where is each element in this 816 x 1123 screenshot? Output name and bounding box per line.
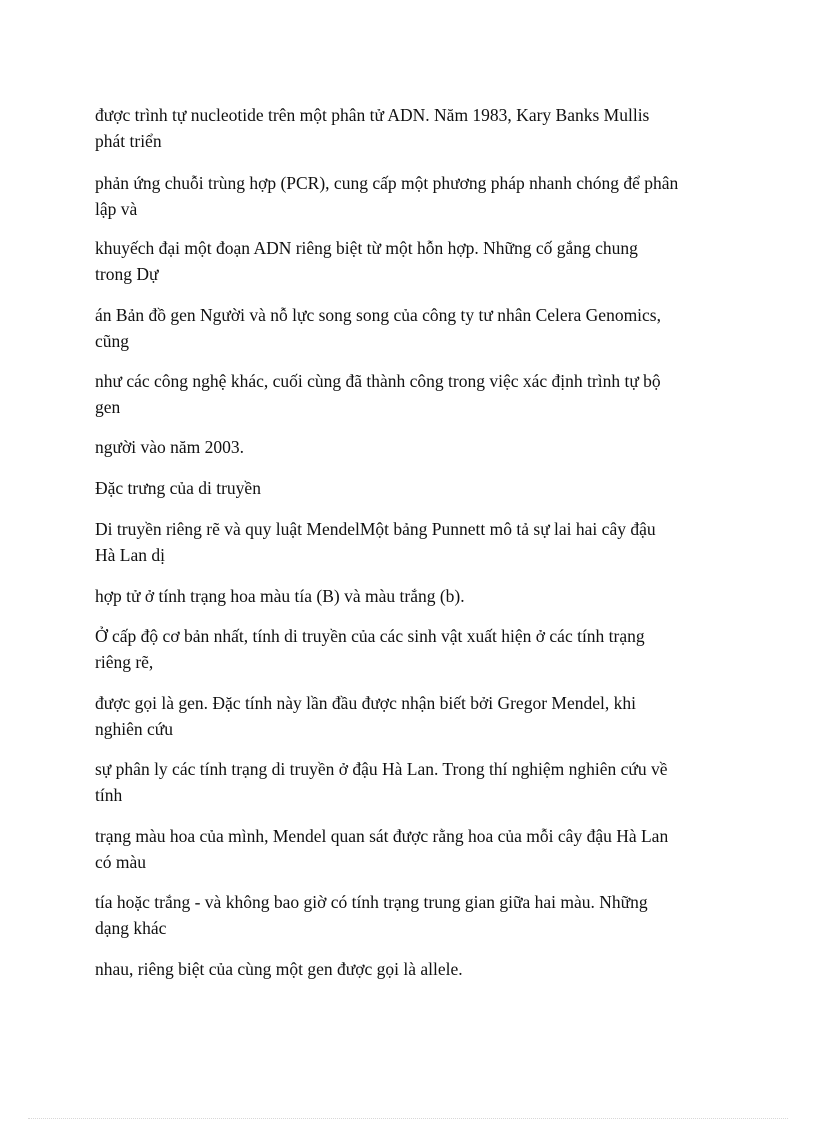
text-line: cũng — [95, 331, 130, 351]
text-line: phát triển — [95, 131, 162, 151]
text-line: án Bản đồ gen Người và nỗ lực song song của công ty tư nhân Celera Genomics, — [95, 305, 661, 325]
paragraph — [95, 516, 725, 568]
text-line: sự phân ly các tính trạng di truyền ở đậu Hà Lan. Trong thí nghiệm nghiên cứu về — [95, 759, 668, 779]
text-line: Đặc trưng của di truyền — [95, 478, 261, 498]
text-line: được trình tự nucleotide trên một phân tử ADN. Năm 1983, Kary Banks Mullis — [95, 105, 650, 125]
text-line: trạng màu hoa của mình, Mendel quan sát được rằng hoa của mỗi cây đậu Hà Lan — [95, 826, 669, 846]
paragraph — [95, 889, 725, 941]
text-line: như các công nghệ khác, cuối cùng đã thành công trong việc xác định trình tự bộ — [95, 371, 661, 391]
text-line: nghiên cứu — [95, 719, 174, 739]
text-line: lập và — [95, 199, 138, 219]
paragraph — [95, 956, 725, 982]
text-line: người vào năm 2003. — [95, 437, 244, 457]
text-line: nhau, riêng biệt của cùng một gen được gọi là allele. — [95, 959, 463, 979]
text-line: dạng khác — [95, 918, 167, 938]
paragraph — [95, 170, 725, 222]
section-heading — [95, 475, 725, 501]
text-line: Di truyền riêng rẽ và quy luật MendelMột bảng Punnett mô tả sự lai hai cây đậu — [95, 519, 656, 539]
paragraph — [95, 302, 725, 354]
text-line: phản ứng chuỗi trùng hợp (PCR), cung cấp một phương pháp nhanh chóng để phân — [95, 173, 679, 193]
text-line: trong Dự — [95, 264, 159, 284]
text-line: riêng rẽ, — [95, 652, 154, 672]
text-line: tính — [95, 785, 123, 805]
text-line: được gọi là gen. Đặc tính này lần đầu được nhận biết bởi Gregor Mendel, khi — [95, 693, 636, 713]
text-line: hợp tử ở tính trạng hoa màu tía (B) và màu trắng (b). — [95, 586, 465, 606]
paragraph — [95, 102, 725, 154]
paragraph — [95, 583, 725, 609]
text-line: tía hoặc trắng - và không bao giờ có tính trạng trung gian giữa hai màu. Những — [95, 892, 648, 912]
text-line: Ở cấp độ cơ bản nhất, tính di truyền của các sinh vật xuất hiện ở các tính trạng — [95, 626, 645, 646]
paragraph — [95, 434, 725, 460]
paragraph — [95, 368, 725, 420]
paragraph — [95, 623, 725, 675]
paragraph — [95, 690, 725, 742]
paragraph — [95, 756, 725, 808]
page-bottom-divider — [28, 1118, 788, 1119]
paragraph — [95, 235, 725, 287]
text-line: gen — [95, 397, 121, 417]
text-line: khuyếch đại một đoạn ADN riêng biệt từ một hỗn hợp. Những cố gắng chung — [95, 238, 638, 258]
text-line: Hà Lan dị — [95, 545, 165, 565]
paragraph — [95, 823, 725, 875]
text-line: có màu — [95, 852, 147, 872]
